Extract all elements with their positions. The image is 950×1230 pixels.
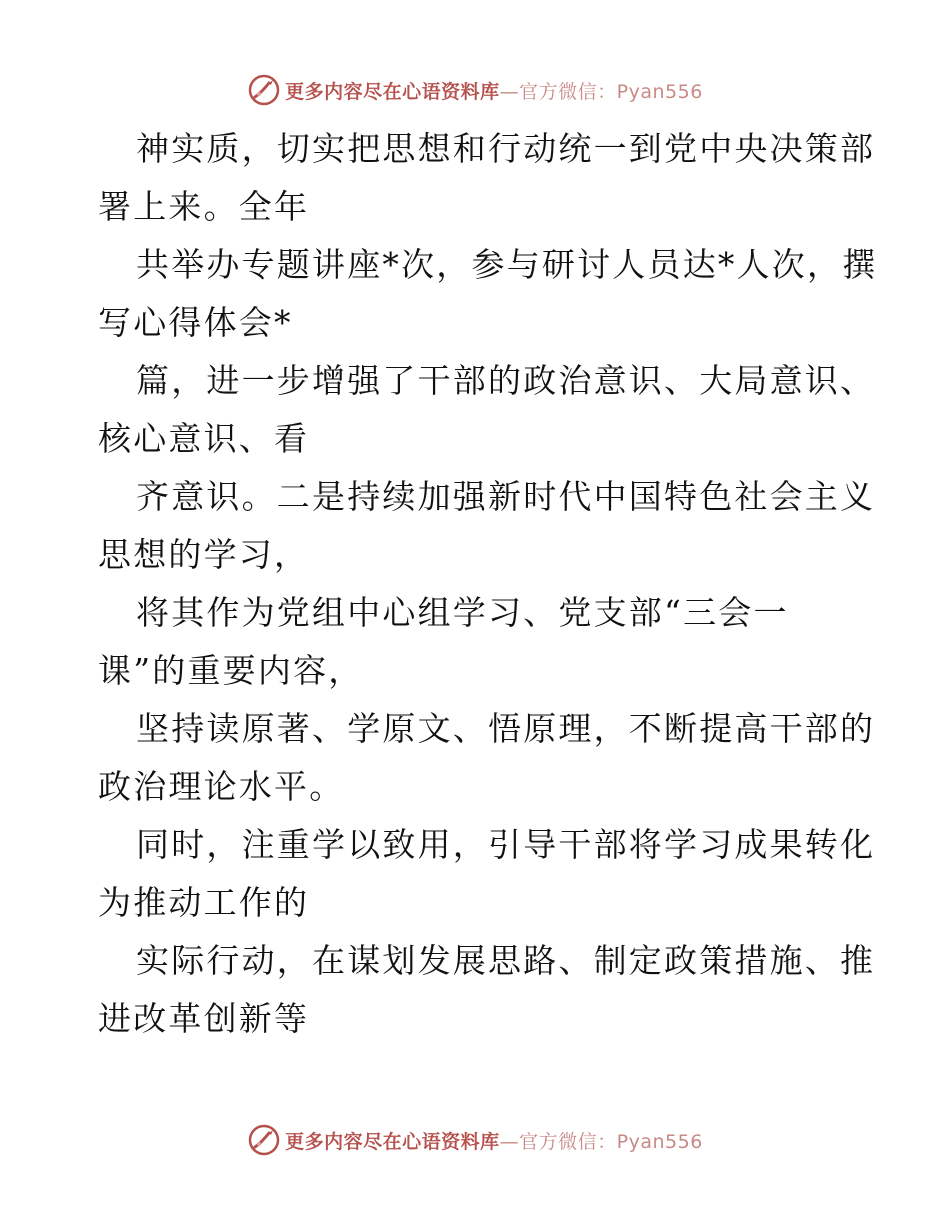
watermark-wechat: —官方微信：Pyan556 [499,80,703,103]
text-line: 将其作为党组中心组学习、党支部“三会一 [136,593,789,632]
text-line: 进改革创新等 [98,999,310,1038]
pen-logo-icon [247,1123,281,1157]
document-body [98,120,878,1048]
text-line: 共举办专题讲座*次，参与研讨人员达*人次，撰 [136,245,878,284]
footer-watermark [0,1120,950,1160]
text-line: 政治理论水平。 [98,767,345,806]
text-line: 神实质，切实把思想和行动统一到党中央决策部 [136,129,876,168]
paragraph [98,584,858,700]
text-line: 篇，进一步增强了干部的政治意识、大局意识、 [136,361,876,400]
text-line: 齐意识。二是持续加强新时代中国特色社会主义 [136,477,876,516]
watermark-wechat: —官方微信：Pyan556 [499,1130,703,1153]
paragraph [98,816,876,932]
paragraph [98,700,876,816]
text-line: 课”的重要内容， [98,651,364,690]
text-line: 写心得体会* [98,303,293,342]
paragraph [98,932,876,1048]
text-line: 坚持读原著、学原文、悟原理，不断提高干部的 [136,709,876,748]
header-watermark [0,70,950,110]
text-line: 实际行动，在谋划发展思路、制定政策措施、推 [136,941,876,980]
text-line: 为推动工作的 [98,883,310,922]
pen-logo-icon [247,73,281,107]
paragraph [98,352,876,468]
text-line: 署上来。全年 [98,187,310,226]
watermark-title: 更多内容尽在心语资料库 [285,80,500,103]
paragraph [98,468,876,584]
paragraph [98,236,878,352]
paragraph [98,120,876,236]
watermark-title: 更多内容尽在心语资料库 [285,1130,500,1153]
text-line: 同时，注重学以致用，引导干部将学习成果转化 [136,825,876,864]
text-line: 思想的学习， [98,535,310,574]
text-line: 核心意识、看 [98,419,310,458]
